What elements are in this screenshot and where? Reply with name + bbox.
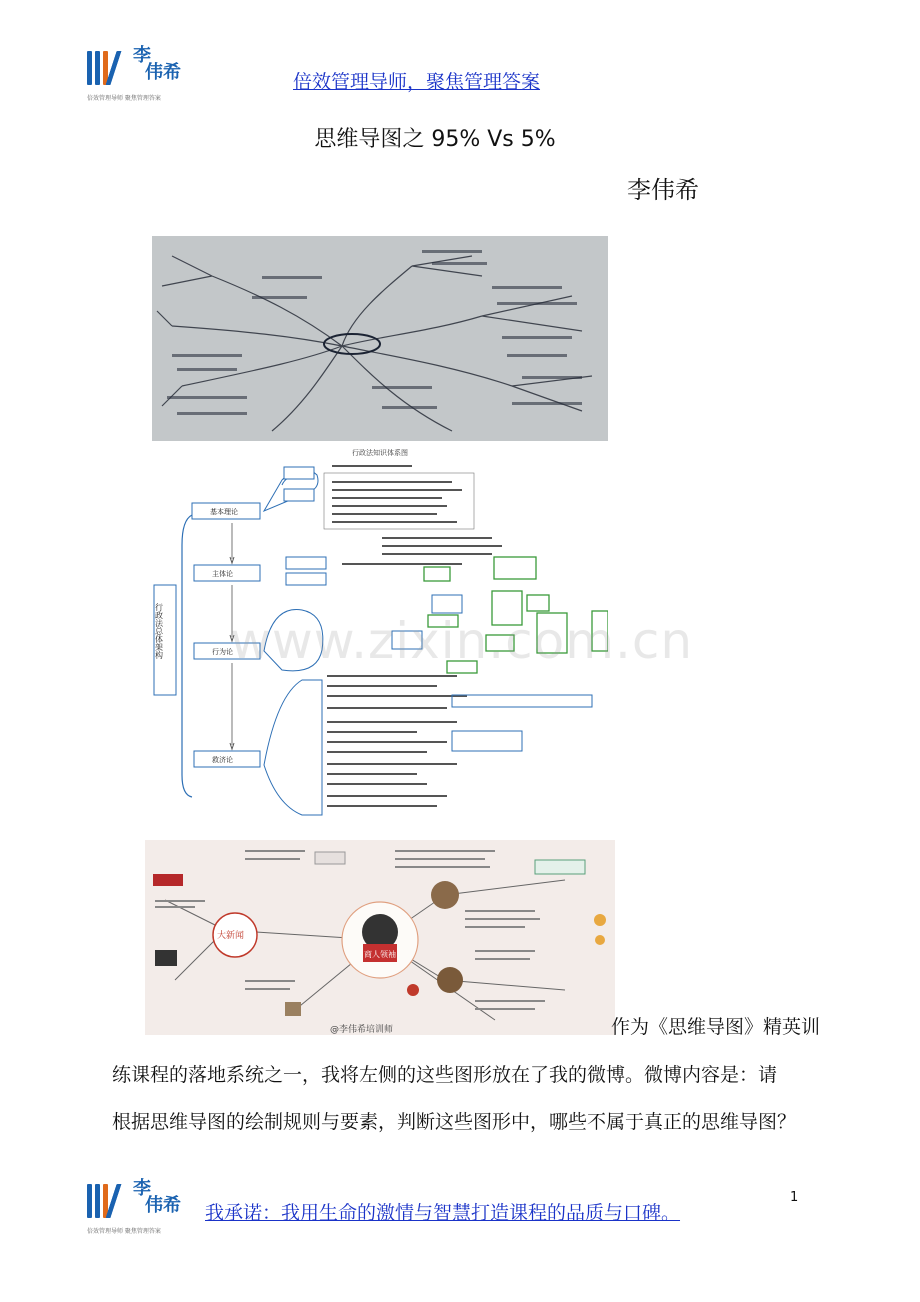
node-basic-theory xyxy=(192,503,260,519)
footer-link[interactable]: 我承诺：我用生命的激情与智慧打造课程的品质与口碑。 xyxy=(205,1202,681,1224)
header-logo xyxy=(87,47,187,103)
node-remedy xyxy=(194,751,260,767)
page-number: 1 xyxy=(790,1190,799,1205)
weibo-mindmap-image xyxy=(145,840,615,1035)
body-line-3: 根据思维导图的绘制规则与要素，判断这些图形中，哪些不属于真正的思维导图？ xyxy=(112,1111,797,1133)
center-label: 商人领袖 xyxy=(364,950,396,959)
logo-mark: 李 xyxy=(133,45,151,66)
body-line-2: 练课程的落地系统之一，我将左侧的这些图形放在了我的微博。微博内容是：请 xyxy=(112,1064,778,1086)
svg-text:主体论: 主体论 xyxy=(212,570,233,578)
chart-title: 行政法知识体系图 xyxy=(352,449,408,457)
header-link[interactable]: 倍效管理导师，聚焦管理答案 xyxy=(293,71,541,93)
node-subject xyxy=(194,565,260,581)
logo-mark-2: 伟希 xyxy=(145,62,181,83)
author-name: 李伟希 xyxy=(627,176,699,204)
bottom-label: @李伟希培训师 xyxy=(330,1025,394,1035)
footer-logo xyxy=(87,1180,187,1236)
logo-mark-2: 伟希 xyxy=(145,1195,181,1216)
logo-slogan: 倍效管理导师 聚焦管理答案 xyxy=(87,1228,161,1235)
body-line-1: 作为《思维导图》精英训 xyxy=(611,1016,821,1038)
spine-label: 行政法总体架构 xyxy=(154,603,164,659)
logo-slogan: 倍效管理导师 聚焦管理答案 xyxy=(87,95,161,102)
svg-text:基本理论: 基本理论 xyxy=(210,508,238,516)
handdrawn-mindmap-image xyxy=(152,236,608,441)
logo-mark: 李 xyxy=(133,1178,151,1199)
watermark-text: www.zixin.com.cn xyxy=(230,612,694,670)
left-label: 大新闻 xyxy=(217,931,245,941)
document-title: 思维导图之 95% Vs 5% xyxy=(314,127,556,152)
svg-text:救济论: 救济论 xyxy=(212,756,233,764)
svg-text:行为论: 行为论 xyxy=(212,648,233,656)
